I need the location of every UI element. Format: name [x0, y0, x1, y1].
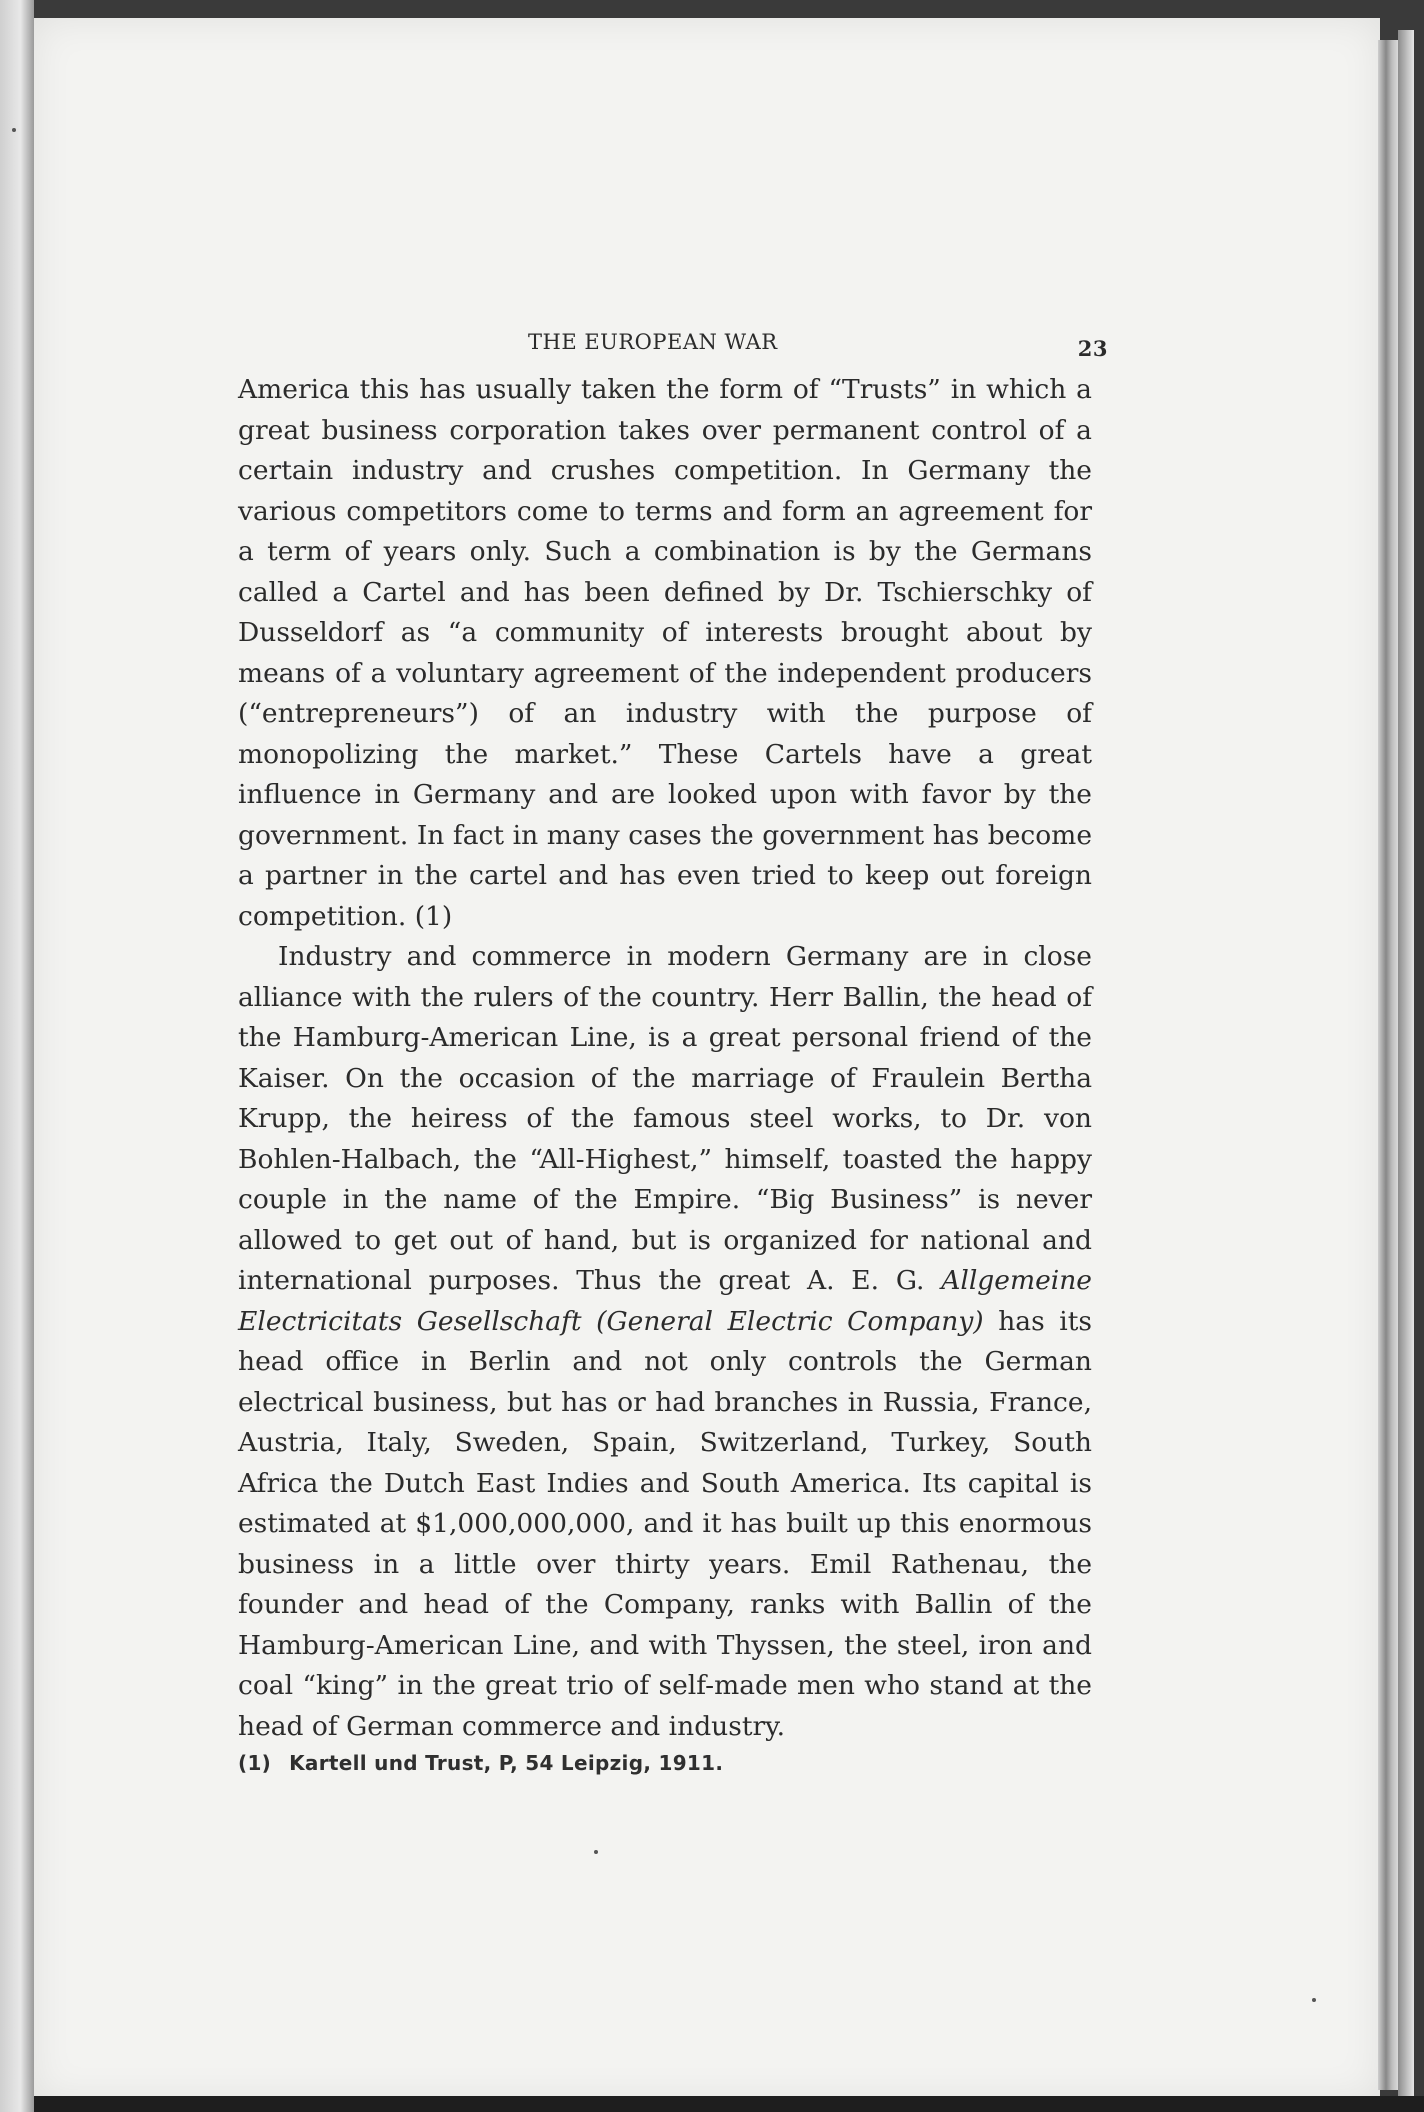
- paragraph-2: [238, 937, 1092, 1747]
- page-number: 23: [1077, 336, 1108, 361]
- dust-speck: [1312, 1998, 1316, 2002]
- paragraph-1: America this has usually taken the form of “Trusts” in which a great business corporation takes over permanent control of a certain industry and crushes competition. In Germany the various competitors come to terms and form an agreement for a term of years only. Such a combination is by the Germans called a Cartel and has been defined by Dr. Tschierschky of Dusseldorf as “a community of interests brought about by means of a voluntary agreement of the independent producers (“entrepreneurs”) of an industry with the purpose of monopolizing the market.” These Cartels have a great influence in Germany and are looked upon with favor by the government. In fact in many cases the government has become a partner in the cartel and has even tried to keep out foreign competition. (1): [238, 374, 1092, 932]
- page-edge-outer: [1398, 30, 1414, 2100]
- page-edge-shadow: [1378, 40, 1398, 2090]
- footnote: [238, 1751, 1092, 1775]
- dust-speck: [594, 1850, 598, 1854]
- left-binding-strip: [0, 0, 34, 2112]
- footnote-marker: (1): [238, 1751, 272, 1775]
- dust-speck: [12, 128, 16, 132]
- footnote-text: Kartell und Trust, P, 54 Leipzig, 1911.: [289, 1751, 724, 1775]
- running-header: [238, 326, 1108, 370]
- paragraph-2-text-start: Industry and commerce in modern Germany are in close alliance with the rulers of the country. Herr Ballin, the head of the Hamburg-American Line, is a great personal friend of the Kaiser. On the occasion of the marriage of Fraulein Bertha Krupp, the heiress of the famous steel works, to Dr. von Bohlen-Halbach, the “All-Highest,” himself, toasted the happy couple in the name of the Empire. “Big Business” is never allowed to get out of hand, but is organized for national and international purposes. Thus the great A. E. G.: [238, 941, 1092, 1296]
- paragraph-2-italic-company-name: Allgemeine Electricitats Gesellschaft (General Electric Company): [238, 1265, 1092, 1337]
- page-content: [238, 326, 1108, 1775]
- paragraph-2-text-end: has its head office in Berlin and not only controls the German electrical business, but has or had branches in Russia, France, Austria, Italy, Sweden, Spain, Switzerland, Turkey, South Africa the Dutch East Indies and South America. Its capital is estimated at $1,000,000,000, and it has built up this enormous business in a little over thirty years. Emil Rathenau, the founder and head of the Company, ranks with Ballin of the Hamburg-American Line, and with Thyssen, the steel, iron and coal “king” in the great trio of self-made men who stand at the head of German commerce and industry.: [238, 1305, 1092, 1742]
- bottom-shadow: [34, 2096, 1424, 2112]
- running-title: THE EUROPEAN WAR: [528, 330, 778, 354]
